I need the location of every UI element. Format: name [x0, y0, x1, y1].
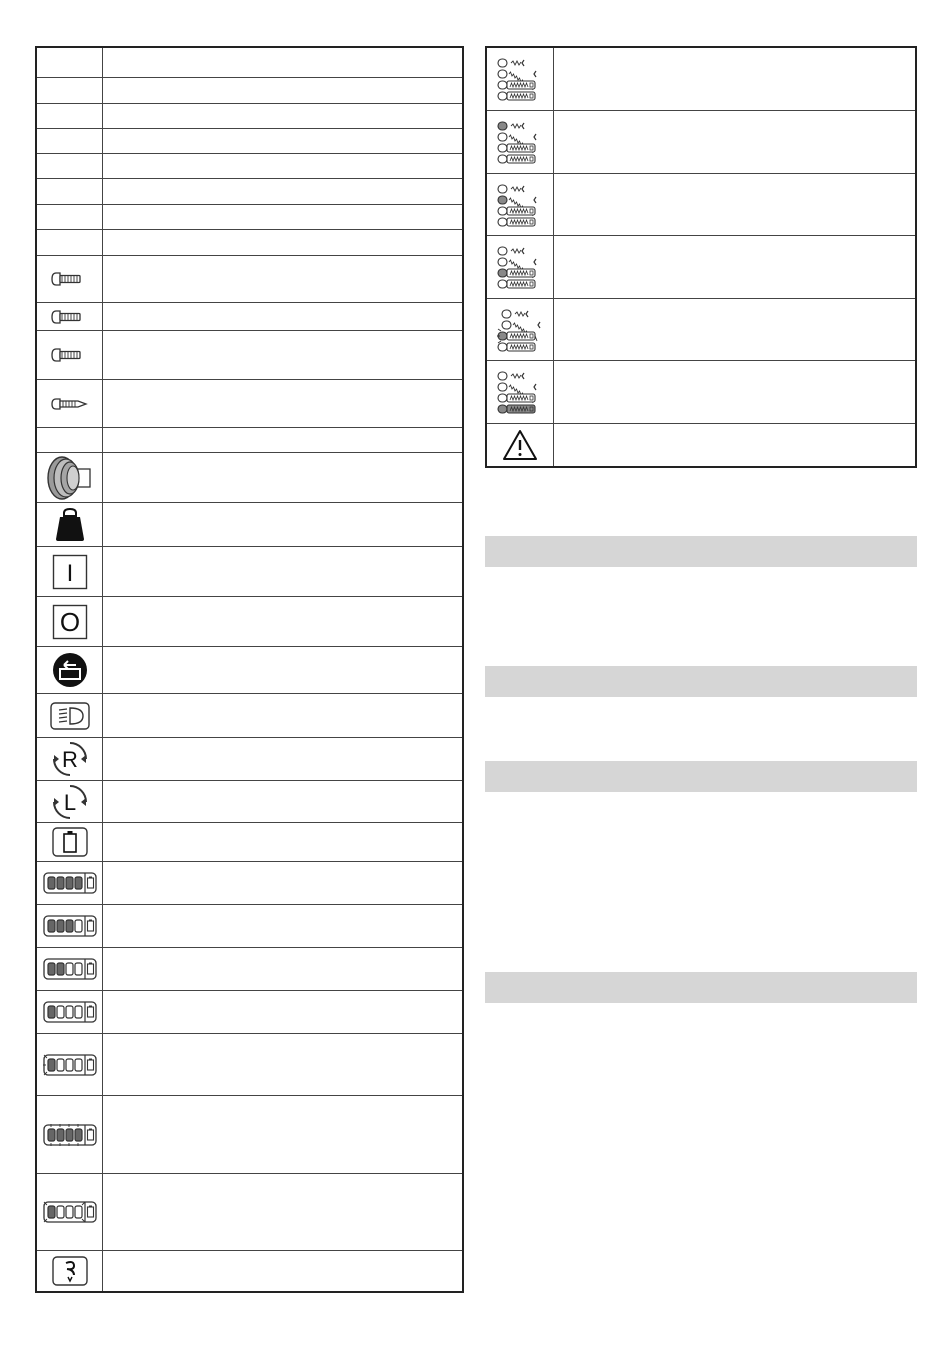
- description-cell: [102, 380, 462, 427]
- mode-selector-3-icon: [487, 236, 553, 298]
- mode-selector-none-icon: [487, 48, 553, 110]
- left-row: [37, 990, 462, 1033]
- right-row: [487, 423, 915, 466]
- screw-icon: [37, 331, 102, 379]
- right-row: [487, 173, 915, 235]
- impact-mode-icon: [37, 1251, 102, 1291]
- description-cell: [102, 738, 462, 780]
- power-on-icon: [37, 547, 102, 596]
- description-cell: [553, 48, 915, 110]
- section-header-3: [485, 761, 917, 792]
- rotation-left-icon: [37, 781, 102, 822]
- description-cell: [102, 547, 462, 596]
- svg-text:R: R: [61, 747, 78, 772]
- description-cell: [102, 647, 462, 693]
- symbol-cell: [37, 78, 102, 103]
- symbol-cell: [37, 205, 102, 229]
- description-cell: [553, 299, 915, 360]
- symbol-cell: [37, 48, 102, 77]
- left-row: [37, 1250, 462, 1291]
- mode-selector-blink-icon: [487, 299, 553, 360]
- description-cell: [102, 1034, 462, 1095]
- description-cell: [102, 230, 462, 255]
- battery-icon: [37, 823, 102, 861]
- svg-text:I: I: [66, 559, 73, 587]
- description-cell: [553, 424, 915, 466]
- right-row: [487, 48, 915, 110]
- symbol-cell: [37, 129, 102, 153]
- left-row: [37, 427, 462, 452]
- description-cell: [553, 361, 915, 423]
- left-row: [37, 153, 462, 178]
- left-row: [37, 822, 462, 861]
- description-cell: [102, 179, 462, 204]
- mode-selector-4-icon: [487, 361, 553, 423]
- description-cell: [553, 174, 915, 235]
- right-symbol-table: [485, 46, 917, 468]
- battery-eject-icon: [37, 647, 102, 693]
- battery-blink-ends-icon: [37, 1174, 102, 1250]
- left-row: [37, 1095, 462, 1173]
- left-row: [37, 77, 462, 103]
- left-symbol-table: [35, 46, 464, 1293]
- section-header-2: [485, 666, 917, 697]
- warning-icon: [487, 424, 553, 466]
- screw-icon: [37, 256, 102, 302]
- battery-blink-1-icon: [37, 1034, 102, 1095]
- description-cell: [102, 129, 462, 153]
- torque-collar-icon: [37, 453, 102, 502]
- right-row: [487, 298, 915, 360]
- battery-level-2-icon: [37, 948, 102, 990]
- screw-icon: [37, 303, 102, 330]
- left-row: [37, 646, 462, 693]
- right-row: [487, 360, 915, 423]
- description-cell: [102, 823, 462, 861]
- symbol-cell: [37, 104, 102, 128]
- description-cell: [553, 111, 915, 173]
- description-cell: [102, 48, 462, 77]
- description-cell: [553, 236, 915, 298]
- description-cell: [102, 104, 462, 128]
- left-row: [37, 229, 462, 255]
- description-cell: [102, 256, 462, 302]
- description-cell: [102, 862, 462, 904]
- wood-screw-icon: [37, 380, 102, 427]
- left-row: [37, 693, 462, 737]
- description-cell: [102, 1096, 462, 1173]
- svg-text:O: O: [59, 606, 80, 637]
- section-header-1: [485, 536, 917, 567]
- description-cell: [102, 597, 462, 646]
- left-row: [37, 546, 462, 596]
- left-row: [37, 255, 462, 302]
- left-row: [37, 204, 462, 229]
- battery-blink-all-icon: [37, 1096, 102, 1173]
- description-cell: [102, 331, 462, 379]
- battery-level-1-icon: [37, 991, 102, 1033]
- description-cell: [102, 503, 462, 546]
- left-row: [37, 48, 462, 77]
- description-cell: [102, 205, 462, 229]
- description-cell: [102, 428, 462, 452]
- left-row: [37, 128, 462, 153]
- description-cell: [102, 905, 462, 947]
- led-light-icon: [37, 694, 102, 737]
- svg-text:L: L: [63, 789, 76, 815]
- right-row: [487, 235, 915, 298]
- description-cell: [102, 1174, 462, 1250]
- right-row: [487, 110, 915, 173]
- left-row: [37, 947, 462, 990]
- left-row: [37, 780, 462, 822]
- mode-selector-2-icon: [487, 174, 553, 235]
- left-row: [37, 452, 462, 502]
- symbol-cell: [37, 230, 102, 255]
- description-cell: [102, 453, 462, 502]
- left-row: [37, 737, 462, 780]
- description-cell: [102, 1251, 462, 1291]
- symbol-cell: [37, 179, 102, 204]
- left-row: [37, 178, 462, 204]
- description-cell: [102, 694, 462, 737]
- left-row: [37, 1033, 462, 1095]
- left-row: [37, 861, 462, 904]
- battery-level-3-icon: [37, 905, 102, 947]
- description-cell: [102, 78, 462, 103]
- power-off-icon: [37, 597, 102, 646]
- left-row: [37, 1173, 462, 1250]
- left-row: [37, 302, 462, 330]
- symbol-cell: [37, 154, 102, 178]
- left-row: [37, 379, 462, 427]
- left-row: [37, 596, 462, 646]
- description-cell: [102, 154, 462, 178]
- symbol-cell: [37, 428, 102, 452]
- left-row: [37, 502, 462, 546]
- battery-level-4-icon: [37, 862, 102, 904]
- left-row: [37, 330, 462, 379]
- left-row: [37, 904, 462, 947]
- description-cell: [102, 991, 462, 1033]
- description-cell: [102, 948, 462, 990]
- description-cell: [102, 303, 462, 330]
- description-cell: [102, 781, 462, 822]
- section-header-4: [485, 972, 917, 1003]
- weight-icon: [37, 503, 102, 546]
- mode-selector-1-icon: [487, 111, 553, 173]
- left-row: [37, 103, 462, 128]
- rotation-right-icon: [37, 738, 102, 780]
